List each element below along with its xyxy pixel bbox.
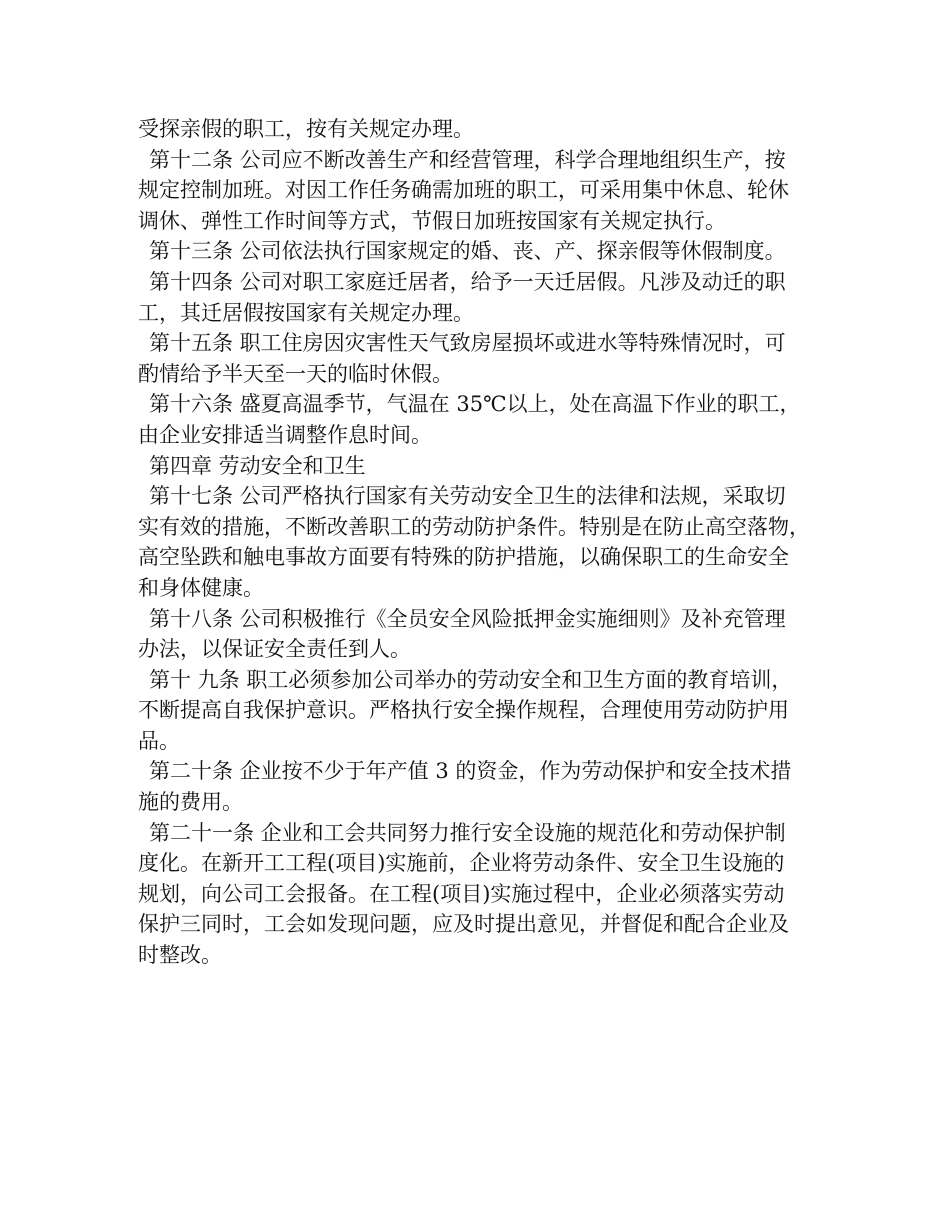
text-line: 第十三条 公司依法执行国家规定的婚、丧、产、探亲假等休假制度。	[149, 239, 786, 264]
text-line: 度化。在新开工工程(项目)实施前，企业将劳动条件、安全卫生设施的	[138, 851, 785, 876]
text-line: 保护三同时，工会如发现问题，应及时提出意见，并督促和配合企业及	[138, 912, 789, 937]
text-line: 第十四条 公司对职工家庭迁居者，给予一天迁居假。凡涉及动迁的职	[149, 269, 786, 294]
text-line: 调休、弹性工作时间等方式，节假日加班按国家有关规定执行。	[138, 208, 726, 233]
text-line: 工，其迁居假按国家有关规定办理。	[138, 300, 474, 325]
text-line: 受探亲假的职工，按有关规定办理。	[138, 117, 474, 141]
text-line: 不断提高自我保护意识。严格执行安全操作规程，合理使用劳动防护用	[138, 698, 789, 723]
text-line: 品。	[138, 728, 180, 753]
text-line: 第四章 劳动安全和卫生	[149, 453, 366, 478]
text-line: 时整改。	[138, 943, 222, 968]
text-line: 第十八条 公司积极推行《全员安全风险抵押金实施细则》及补充管理	[149, 606, 786, 631]
text-line: 规划，向公司工会报备。在工程(项目)实施过程中，企业必须落实劳动	[138, 881, 785, 906]
text-line: 由企业安排适当调整作息时间。	[138, 422, 432, 447]
text-line: 第二十一条 企业和工会共同努力推行安全设施的规范化和劳动保护制	[149, 820, 786, 845]
text-lines	[138, 114, 828, 971]
text-line: 办法，以保证安全责任到人。	[138, 637, 411, 662]
text-line: 第十二条 公司应不断改善生产和经营管理，科学合理地组织生产，按	[149, 147, 786, 172]
text-line: 第十五条 职工住房因灾害性天气致房屋损坏或进水等特殊情况时，可	[149, 331, 786, 356]
text-line: 酌情给予半天至一天的临时休假。	[138, 361, 453, 386]
text-line: 施的费用。	[138, 790, 243, 815]
text-line: 规定控制加班。对因工作任务确需加班的职工，可采用集中休息、轮休	[138, 178, 789, 203]
text-line: 第十七条 公司严格执行国家有关劳动安全卫生的法律和法规，采取切	[149, 484, 786, 509]
document-body	[138, 114, 828, 971]
text-line: 高空坠跌和触电事故方面要有特殊的防护措施，以确保职工的生命安全	[138, 545, 789, 570]
text-line: 实有效的措施，不断改善职工的劳动防护条件。特别是在防止高空落物，	[138, 514, 810, 539]
text-line: 第二十条 企业按不少于年产值 3 的资金，作为劳动保护和安全技术措	[149, 759, 792, 784]
text-line: 和身体健康。	[138, 575, 264, 600]
text-line: 第十六条 盛夏高温季节，气温在 35℃以上，处在高温下作业的职工，	[149, 392, 801, 417]
text-line: 第十 九条 职工必须参加公司举办的劳动安全和卫生方面的教育培训，	[149, 667, 793, 692]
